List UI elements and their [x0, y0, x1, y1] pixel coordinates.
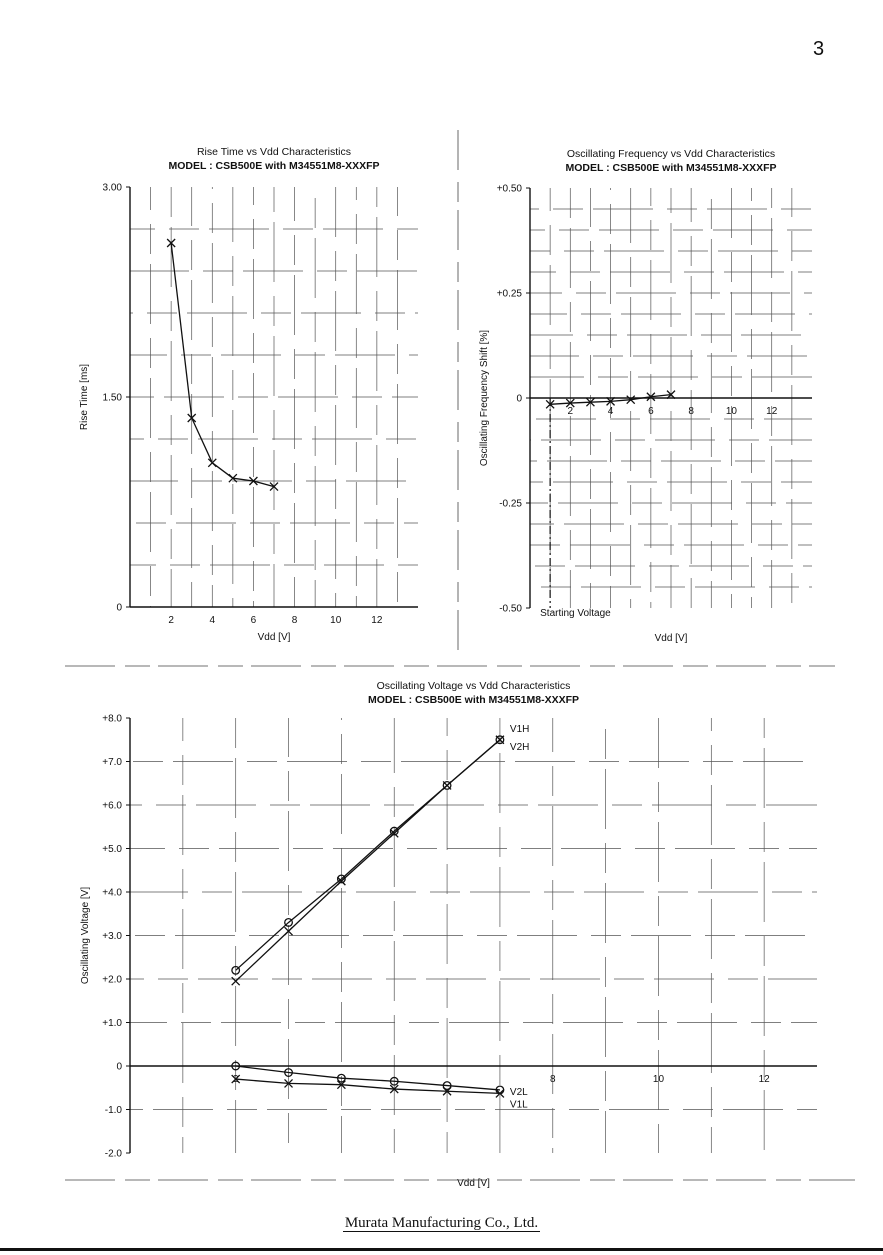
volt-y-tick-label: +1.0 [102, 1018, 122, 1029]
volt-y-tick-label: -1.0 [104, 1105, 122, 1116]
freq-x-tick-label: 10 [725, 406, 737, 417]
rise-chart [79, 146, 418, 643]
volt-chart [80, 680, 817, 1189]
rise-x-tick-label: 4 [209, 615, 216, 626]
freq-y-tick-label: -0.25 [499, 498, 522, 510]
rise-y-tick-label: 1.50 [102, 392, 122, 404]
volt-y-tick-label: 0 [116, 1061, 122, 1073]
volt-y-tick-label: +7.0 [102, 757, 122, 768]
freq-y-tick-label: +0.50 [496, 183, 522, 195]
volt-series-label-v2h: V2H [509, 741, 530, 753]
volt-y-tick-label: -2.0 [104, 1148, 122, 1160]
volt-x-tick-label: 12 [758, 1074, 770, 1085]
rise-x-tick-label: 8 [291, 615, 298, 626]
freq-x-tick-label: 2 [567, 406, 574, 417]
volt-title: Oscillating Voltage vs Vdd Characteristics [376, 680, 571, 692]
page-bottom-rule [0, 1248, 883, 1251]
freq-x-tick-label: 8 [688, 406, 694, 417]
volt-series-label-v2l: V2L [509, 1086, 528, 1098]
rise-x-tick-label: 12 [371, 615, 383, 626]
volt-point-x-v1h [232, 977, 240, 985]
freq-y-tick-label: 0 [516, 393, 522, 405]
rise-grid [130, 187, 418, 607]
rise-x-label: Vdd [V] [257, 632, 291, 643]
volt-series-label-v1l: V1L [509, 1099, 528, 1111]
volt-x-tick-label: 2 [232, 1074, 239, 1085]
rise-x-tick-label: 6 [250, 615, 257, 626]
freq-y-label: Oscillating Frequency Shift [%] [479, 329, 490, 467]
rise-y-tick-label: 3.00 [102, 182, 122, 194]
freq-y-tick-label: +0.25 [496, 288, 522, 300]
freq-annotation-label: Starting Voltage [540, 608, 611, 619]
rise-series-line [171, 243, 274, 487]
volt-y-tick-label: +5.0 [102, 844, 122, 855]
footer-text: Murata Manufacturing Co., Ltd. [344, 1215, 539, 1231]
volt-y-tick-label: +6.0 [102, 800, 122, 812]
freq-title: Oscillating Frequency vs Vdd Characteristics [566, 148, 776, 160]
volt-x-tick-label: 10 [652, 1074, 665, 1085]
volt-x-label: Vdd [V] [457, 1178, 490, 1189]
freq-y-tick-label: -0.50 [499, 603, 522, 615]
volt-y-tick-label: +8.0 [102, 713, 122, 725]
rise-y-tick-label: 0 [116, 602, 122, 614]
footer-company [0, 1215, 883, 1232]
freq-x-label: Vdd [V] [654, 633, 688, 644]
volt-series-label-v1h: V1H [509, 723, 530, 735]
volt-y-tick-label: +3.0 [102, 931, 122, 942]
rise-title: Rise Time vs Vdd Characteristics [196, 146, 352, 158]
freq-x-tick-label: 4 [607, 406, 614, 417]
freq-chart [479, 148, 812, 644]
volt-series-line-v1h [236, 740, 500, 981]
freq-x-tick-label: 12 [766, 406, 778, 417]
freq-x-tick-label: 6 [648, 406, 654, 417]
volt-y-tick-label: +4.0 [102, 887, 122, 899]
page-number: 3 [813, 38, 825, 60]
rise-subtitle: MODEL : CSB500E with M34551M8-XXXFP [168, 160, 380, 172]
volt-y-label: Oscillating Voltage [V] [80, 886, 91, 985]
volt-x-tick-label: 8 [549, 1074, 556, 1085]
volt-subtitle: MODEL : CSB500E with M34551M8-XXXFP [367, 694, 580, 706]
rise-x-tick-label: 2 [168, 615, 174, 626]
volt-y-tick-label: +2.0 [102, 974, 122, 986]
rise-y-label: Rise Time [ms] [79, 363, 90, 431]
freq-subtitle: MODEL : CSB500E with M34551M8-XXXFP [565, 162, 777, 174]
rise-x-tick-label: 10 [330, 615, 342, 626]
